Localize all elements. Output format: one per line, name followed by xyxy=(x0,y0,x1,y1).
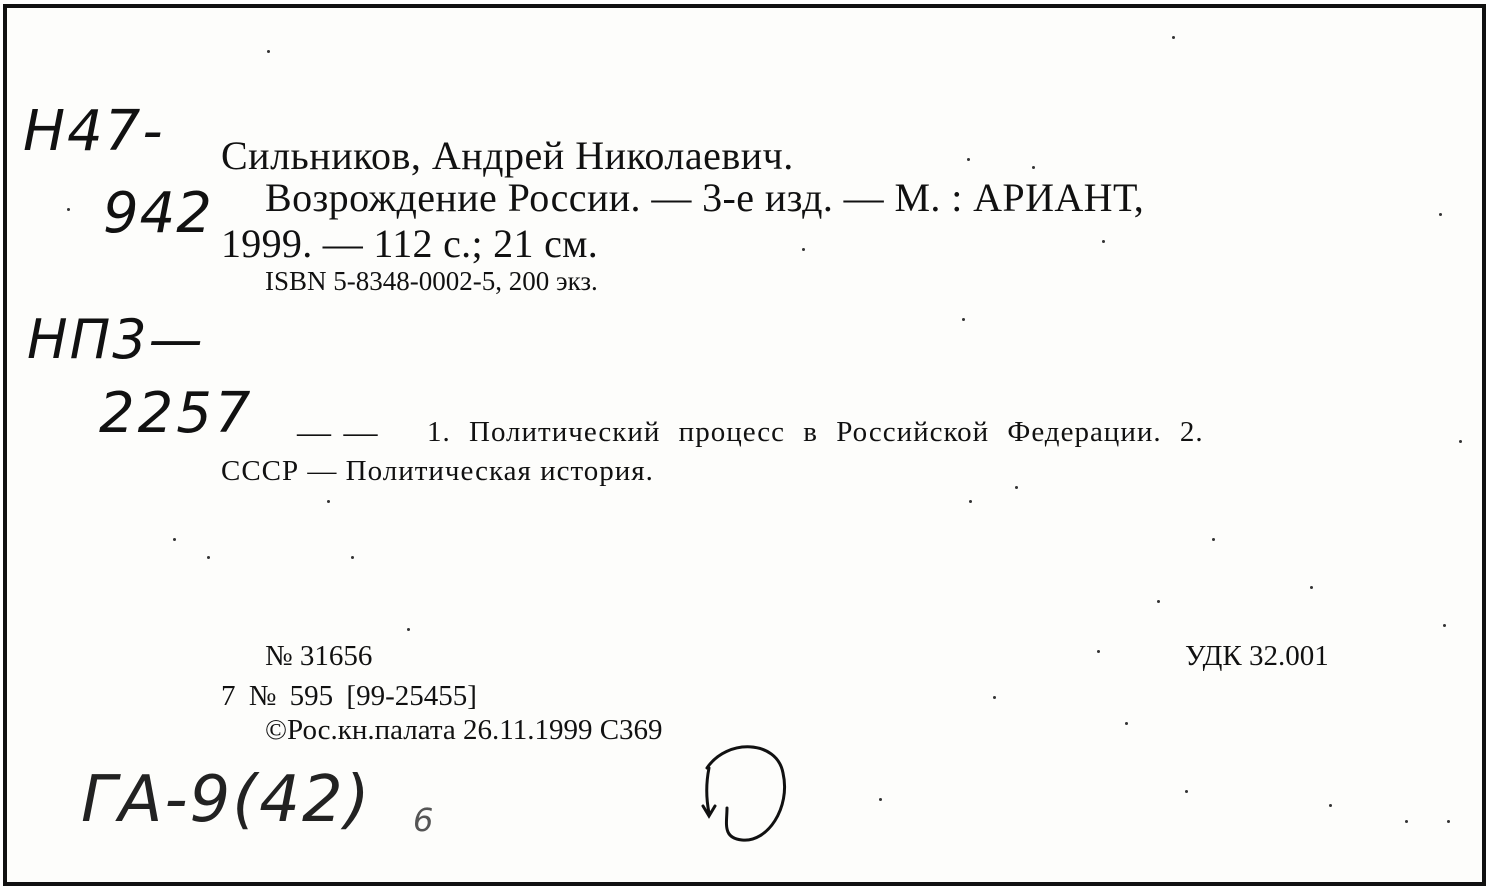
circular-scribble-mark xyxy=(687,728,797,858)
speck xyxy=(1015,486,1018,489)
speck xyxy=(1125,722,1128,725)
speck xyxy=(1459,440,1462,443)
speck xyxy=(1439,213,1442,216)
title-line: Возрождение России. — 3-е изд. — М. : АРИАНТ, xyxy=(265,175,1145,220)
speck xyxy=(1185,790,1188,793)
subject-line-1: 1. Политический процесс в Российской Федерации. 2. xyxy=(427,416,1204,448)
speck xyxy=(407,628,410,631)
handwritten-bottom-mark: ГА-9(42) xyxy=(81,763,372,837)
speck xyxy=(1102,240,1105,243)
speck xyxy=(1212,538,1215,541)
number-line: 7 № 595 [99-25455] xyxy=(221,680,477,712)
speck xyxy=(1443,624,1446,627)
speck xyxy=(1032,166,1035,169)
speck xyxy=(351,556,354,559)
speck xyxy=(962,318,965,321)
speck xyxy=(1447,820,1450,823)
subject-line-2: СССР — Политическая история. xyxy=(221,455,654,487)
speck xyxy=(802,248,805,251)
subject-dashes: — — xyxy=(297,414,380,451)
speck xyxy=(267,50,270,53)
author-heading: Сильников, Андрей Николаевич. xyxy=(221,133,794,178)
speck xyxy=(993,696,996,699)
handwritten-code-4: 2257 xyxy=(99,381,254,446)
speck xyxy=(1097,650,1100,653)
book-chamber-line: ©Рос.кн.палата 26.11.1999 С369 xyxy=(265,714,663,746)
handwritten-bottom-suffix: 6 xyxy=(413,801,434,839)
speck xyxy=(1405,820,1408,823)
speck xyxy=(1310,586,1313,589)
udk-code: УДК 32.001 xyxy=(1185,640,1329,672)
speck xyxy=(1329,804,1332,807)
speck xyxy=(967,158,970,161)
speck xyxy=(207,556,210,559)
handwritten-code-2: 942 xyxy=(103,181,213,246)
catalog-card xyxy=(3,4,1486,886)
speck xyxy=(1172,36,1175,39)
speck xyxy=(67,208,70,211)
speck xyxy=(969,500,972,503)
publication-line: 1999. — 112 с.; 21 см. xyxy=(221,221,599,266)
record-number: № 31656 xyxy=(265,640,373,672)
speck xyxy=(327,500,330,503)
speck xyxy=(1157,600,1160,603)
handwritten-code-1: Н47- xyxy=(23,99,165,164)
handwritten-code-3: НП3— xyxy=(27,308,205,371)
isbn-line: ISBN 5-8348-0002-5, 200 экз. xyxy=(265,266,598,296)
speck xyxy=(879,798,882,801)
speck xyxy=(173,538,176,541)
